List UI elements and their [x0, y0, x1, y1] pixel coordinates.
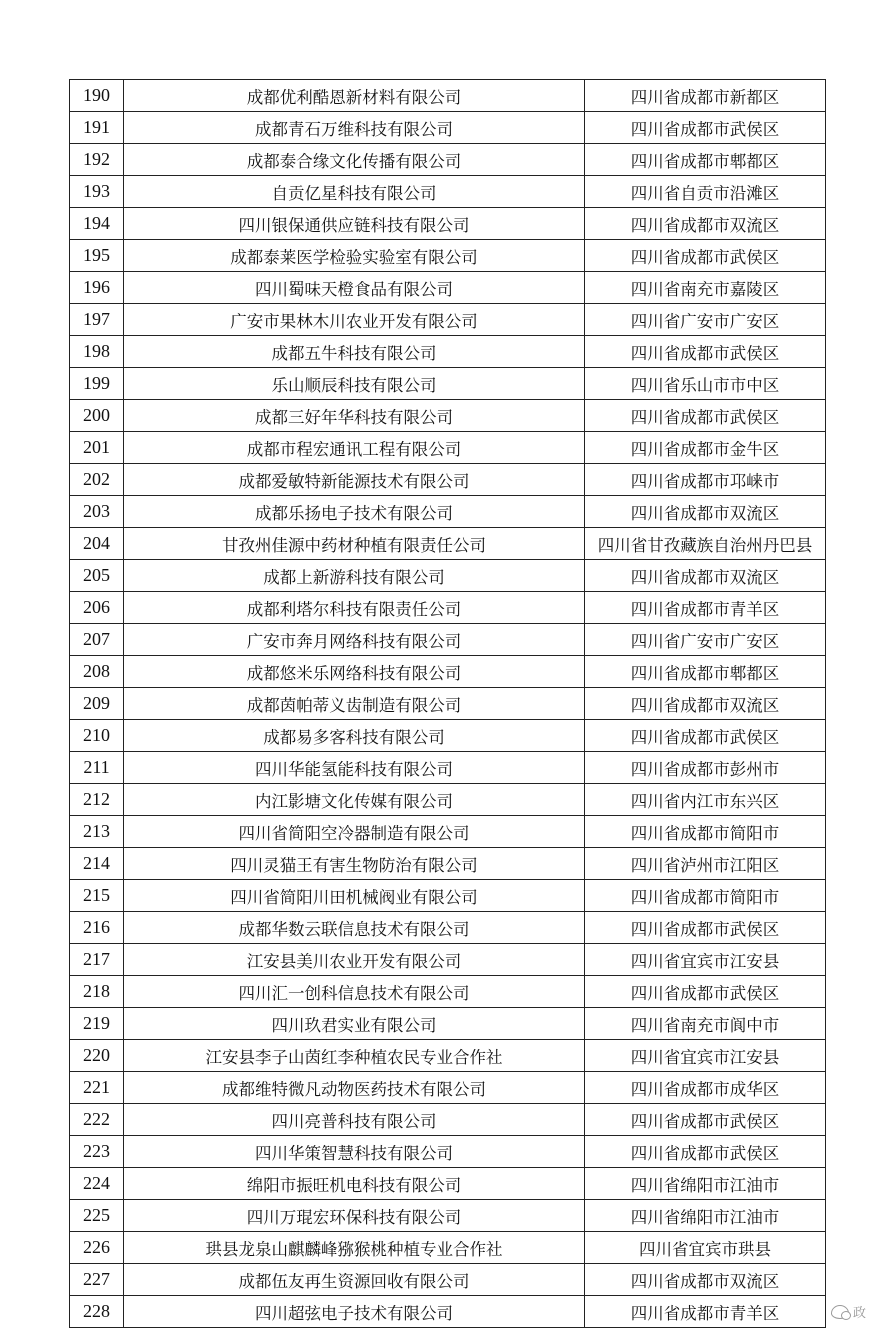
- company-name: 成都上新游科技有限公司: [124, 560, 585, 592]
- watermark-text: 政: [852, 1306, 866, 1321]
- row-number: 219: [70, 1008, 124, 1040]
- table-row: [70, 1104, 826, 1136]
- company-location: 四川省成都市彭州市: [585, 752, 826, 784]
- company-location: 四川省成都市成华区: [585, 1072, 826, 1104]
- company-location: 四川省成都市双流区: [585, 688, 826, 720]
- company-name: 四川超弦电子技术有限公司: [124, 1296, 585, 1328]
- company-name: 成都悠米乐网络科技有限公司: [124, 656, 585, 688]
- row-number: 204: [70, 528, 124, 560]
- company-name: 成都青石万维科技有限公司: [124, 112, 585, 144]
- row-number: 197: [70, 304, 124, 336]
- table-row: [70, 976, 826, 1008]
- row-number: 198: [70, 336, 124, 368]
- row-number: 208: [70, 656, 124, 688]
- company-location: 四川省成都市双流区: [585, 1264, 826, 1296]
- row-number: 203: [70, 496, 124, 528]
- company-location: 四川省成都市武侯区: [585, 240, 826, 272]
- company-name: 四川汇一创科信息技术有限公司: [124, 976, 585, 1008]
- company-name: 乐山顺辰科技有限公司: [124, 368, 585, 400]
- company-location: 四川省成都市简阳市: [585, 880, 826, 912]
- company-location: 四川省成都市武侯区: [585, 112, 826, 144]
- company-location: 四川省南充市阆中市: [585, 1008, 826, 1040]
- company-location: 四川省广安市广安区: [585, 304, 826, 336]
- table-row: [70, 912, 826, 944]
- row-number: 196: [70, 272, 124, 304]
- company-location: 四川省成都市双流区: [585, 560, 826, 592]
- company-location: 四川省成都市金牛区: [585, 432, 826, 464]
- table-row: [70, 1232, 826, 1264]
- company-location: 四川省成都市武侯区: [585, 720, 826, 752]
- company-name: 广安市奔月网络科技有限公司: [124, 624, 585, 656]
- table-row: [70, 528, 826, 560]
- company-location: 四川省成都市武侯区: [585, 1104, 826, 1136]
- company-list-body: [70, 80, 826, 1328]
- row-number: 228: [70, 1296, 124, 1328]
- company-name: 成都伍友再生资源回收有限公司: [124, 1264, 585, 1296]
- row-number: 220: [70, 1040, 124, 1072]
- company-name: 广安市果林木川农业开发有限公司: [124, 304, 585, 336]
- company-location: 四川省成都市邛崃市: [585, 464, 826, 496]
- company-name: 成都五牛科技有限公司: [124, 336, 585, 368]
- row-number: 216: [70, 912, 124, 944]
- row-number: 209: [70, 688, 124, 720]
- company-name: 四川省简阳川田机械阀业有限公司: [124, 880, 585, 912]
- row-number: 224: [70, 1168, 124, 1200]
- company-location: 四川省南充市嘉陵区: [585, 272, 826, 304]
- table-row: [70, 688, 826, 720]
- table-row: [70, 624, 826, 656]
- company-location: 四川省宜宾市江安县: [585, 1040, 826, 1072]
- table-row: [70, 1040, 826, 1072]
- company-name: 四川玖君实业有限公司: [124, 1008, 585, 1040]
- table-row: [70, 848, 826, 880]
- table-row: [70, 1136, 826, 1168]
- row-number: 210: [70, 720, 124, 752]
- row-number: 221: [70, 1072, 124, 1104]
- company-location: 四川省成都市青羊区: [585, 1296, 826, 1328]
- row-number: 226: [70, 1232, 124, 1264]
- company-name: 成都维特微凡动物医药技术有限公司: [124, 1072, 585, 1104]
- row-number: 205: [70, 560, 124, 592]
- company-name: 江安县李子山茵红李种植农民专业合作社: [124, 1040, 585, 1072]
- table-row: [70, 1072, 826, 1104]
- row-number: 202: [70, 464, 124, 496]
- table-row: [70, 112, 826, 144]
- company-name: 成都泰合缘文化传播有限公司: [124, 144, 585, 176]
- company-name: 成都易多客科技有限公司: [124, 720, 585, 752]
- company-name: 四川华能氢能科技有限公司: [124, 752, 585, 784]
- company-location: 四川省宜宾市江安县: [585, 944, 826, 976]
- company-name: 成都爱敏特新能源技术有限公司: [124, 464, 585, 496]
- company-location: 四川省成都市武侯区: [585, 1136, 826, 1168]
- table-row: [70, 1264, 826, 1296]
- table-row: [70, 1200, 826, 1232]
- company-name: 成都茵帕蒂义齿制造有限公司: [124, 688, 585, 720]
- row-number: 218: [70, 976, 124, 1008]
- company-name: 四川亮普科技有限公司: [124, 1104, 585, 1136]
- table-row: [70, 240, 826, 272]
- table-row: [70, 304, 826, 336]
- company-name: 江安县美川农业开发有限公司: [124, 944, 585, 976]
- company-name: 成都优利酷恩新材料有限公司: [124, 80, 585, 112]
- table-row: [70, 368, 826, 400]
- company-name: 四川万琨宏环保科技有限公司: [124, 1200, 585, 1232]
- company-location: 四川省成都市武侯区: [585, 912, 826, 944]
- company-location: 四川省泸州市江阳区: [585, 848, 826, 880]
- company-name: 成都华数云联信息技术有限公司: [124, 912, 585, 944]
- company-location: 四川省绵阳市江油市: [585, 1200, 826, 1232]
- row-number: 207: [70, 624, 124, 656]
- row-number: 193: [70, 176, 124, 208]
- table-row: [70, 784, 826, 816]
- table-row: [70, 80, 826, 112]
- company-location: 四川省乐山市市中区: [585, 368, 826, 400]
- company-name: 珙县龙泉山麒麟峰猕猴桃种植专业合作社: [124, 1232, 585, 1264]
- company-location: 四川省成都市武侯区: [585, 976, 826, 1008]
- row-number: 194: [70, 208, 124, 240]
- company-location: 四川省宜宾市珙县: [585, 1232, 826, 1264]
- company-location: 四川省成都市武侯区: [585, 336, 826, 368]
- company-name: 成都利塔尔科技有限责任公司: [124, 592, 585, 624]
- table-row: [70, 176, 826, 208]
- company-location: 四川省成都市新都区: [585, 80, 826, 112]
- company-name: 四川华策智慧科技有限公司: [124, 1136, 585, 1168]
- watermark: [831, 1302, 866, 1321]
- table-row: [70, 1168, 826, 1200]
- table-row: [70, 144, 826, 176]
- table-row: [70, 464, 826, 496]
- table-row: [70, 432, 826, 464]
- row-number: 213: [70, 816, 124, 848]
- company-location: 四川省广安市广安区: [585, 624, 826, 656]
- table-row: [70, 336, 826, 368]
- row-number: 200: [70, 400, 124, 432]
- table-row: [70, 720, 826, 752]
- company-name: 成都三好年华科技有限公司: [124, 400, 585, 432]
- company-name: 成都泰莱医学检验实验室有限公司: [124, 240, 585, 272]
- row-number: 199: [70, 368, 124, 400]
- company-location: 四川省成都市郫都区: [585, 144, 826, 176]
- row-number: 225: [70, 1200, 124, 1232]
- company-name: 成都乐扬电子技术有限公司: [124, 496, 585, 528]
- row-number: 206: [70, 592, 124, 624]
- row-number: 192: [70, 144, 124, 176]
- wechat-icon: [831, 1305, 849, 1319]
- company-location: 四川省成都市武侯区: [585, 400, 826, 432]
- row-number: 223: [70, 1136, 124, 1168]
- company-name: 自贡亿星科技有限公司: [124, 176, 585, 208]
- row-number: 201: [70, 432, 124, 464]
- company-location: 四川省自贡市沿滩区: [585, 176, 826, 208]
- company-location: 四川省成都市青羊区: [585, 592, 826, 624]
- table-row: [70, 560, 826, 592]
- row-number: 212: [70, 784, 124, 816]
- row-number: 215: [70, 880, 124, 912]
- company-name: 四川省简阳空冷器制造有限公司: [124, 816, 585, 848]
- company-name: 四川银保通供应链科技有限公司: [124, 208, 585, 240]
- company-location: 四川省成都市郫都区: [585, 656, 826, 688]
- row-number: 190: [70, 80, 124, 112]
- company-name: 四川灵猫王有害生物防治有限公司: [124, 848, 585, 880]
- company-location: 四川省成都市简阳市: [585, 816, 826, 848]
- company-name: 四川蜀味天橙食品有限公司: [124, 272, 585, 304]
- company-name: 绵阳市振旺机电科技有限公司: [124, 1168, 585, 1200]
- company-location: 四川省成都市双流区: [585, 496, 826, 528]
- company-location: 四川省内江市东兴区: [585, 784, 826, 816]
- table-row: [70, 880, 826, 912]
- row-number: 211: [70, 752, 124, 784]
- company-location: 四川省绵阳市江油市: [585, 1168, 826, 1200]
- table-row: [70, 656, 826, 688]
- table-row: [70, 208, 826, 240]
- row-number: 195: [70, 240, 124, 272]
- company-name: 甘孜州佳源中药材种植有限责任公司: [124, 528, 585, 560]
- table-row: [70, 1008, 826, 1040]
- row-number: 222: [70, 1104, 124, 1136]
- company-name: 成都市程宏通讯工程有限公司: [124, 432, 585, 464]
- row-number: 191: [70, 112, 124, 144]
- table-row: [70, 496, 826, 528]
- company-list-table: [69, 79, 826, 1328]
- row-number: 214: [70, 848, 124, 880]
- row-number: 227: [70, 1264, 124, 1296]
- table-row: [70, 752, 826, 784]
- table-row: [70, 816, 826, 848]
- row-number: 217: [70, 944, 124, 976]
- company-location: 四川省成都市双流区: [585, 208, 826, 240]
- table-row: [70, 272, 826, 304]
- table-row: [70, 944, 826, 976]
- company-name: 内江影塘文化传媒有限公司: [124, 784, 585, 816]
- company-location: 四川省甘孜藏族自治州丹巴县: [585, 528, 826, 560]
- table-row: [70, 592, 826, 624]
- table-row: [70, 400, 826, 432]
